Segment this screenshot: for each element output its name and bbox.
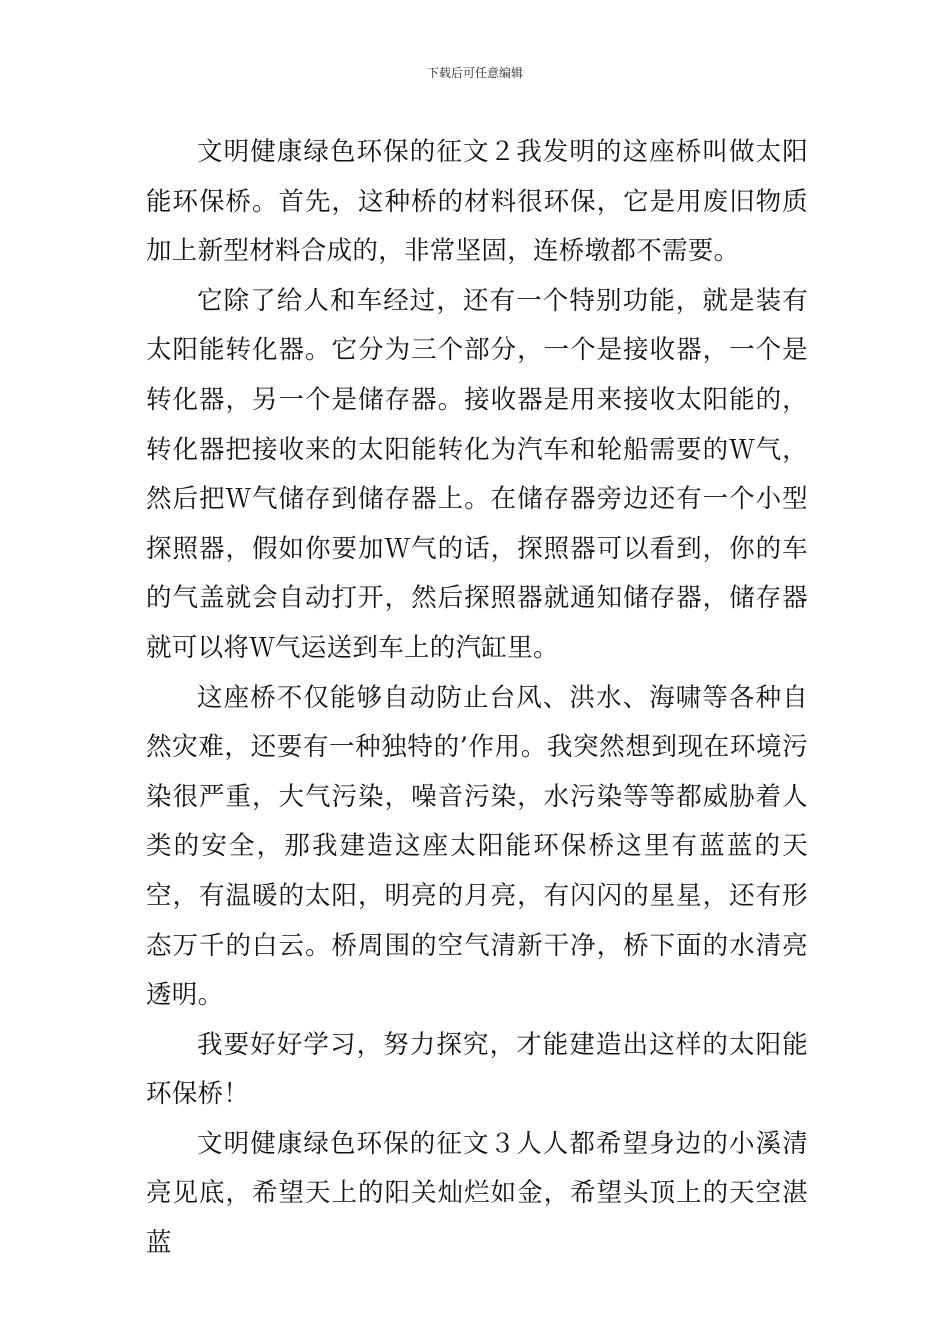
paragraph-2: 它除了给人和车经过，还有一个特别功能，就是装有太阳能转化器。它分为三个部分，一个是接收器，一个是转化器，另一个是储存器。接收器是用来接收太阳能的，转化器把接收来的太阳能转化为汽车和轮船需要的Ｗ气，然后把Ｗ气储存到储存器上。在储存器旁边还有一个小型探照器，假如你要加Ｗ气的话，探照器可以看到，你的车的气盖就会自动打开，然后探照器就通知储存器，储存器就可以将Ｗ气运送到车上的汽缸里。 [146,285,808,663]
paragraph-1: 文明健康绿色环保的征文２我发明的这座桥叫做太阳能环保桥。首先，这种桥的材料很环保，它是用废旧物质加上新型材料合成的，非常坚固，连桥墩都不需要。 [146,137,808,267]
page-header: 下载后可任意编辑 [426,66,523,80]
document-body [146,128,808,1269]
paragraph-3: 这座桥不仅能够自动防止台风、洪水、海啸等各种自然灾难，还要有一种独特的’作用。我突然想到现在环境污染很严重，大气污染，噪音污染，水污染等等都威胁着人类的安全，那我建造这座太阳能环保桥这里有蓝蓝的天空，有温暖的太阳，明亮的月亮，有闪闪的星星，还有形态万千的白云。桥周围的空气清新干净，桥下面的水清亮透明。 [146,682,808,1011]
paragraph-4: 我要好好学习，努力探究，才能建造出这样的太阳能环保桥！ [146,1029,808,1110]
paragraph-5: 文明健康绿色环保的征文３人人都希望身边的小溪清亮见底，希望天上的阳关灿烂如金，希望头顶上的天空湛蓝 [146,1128,808,1259]
